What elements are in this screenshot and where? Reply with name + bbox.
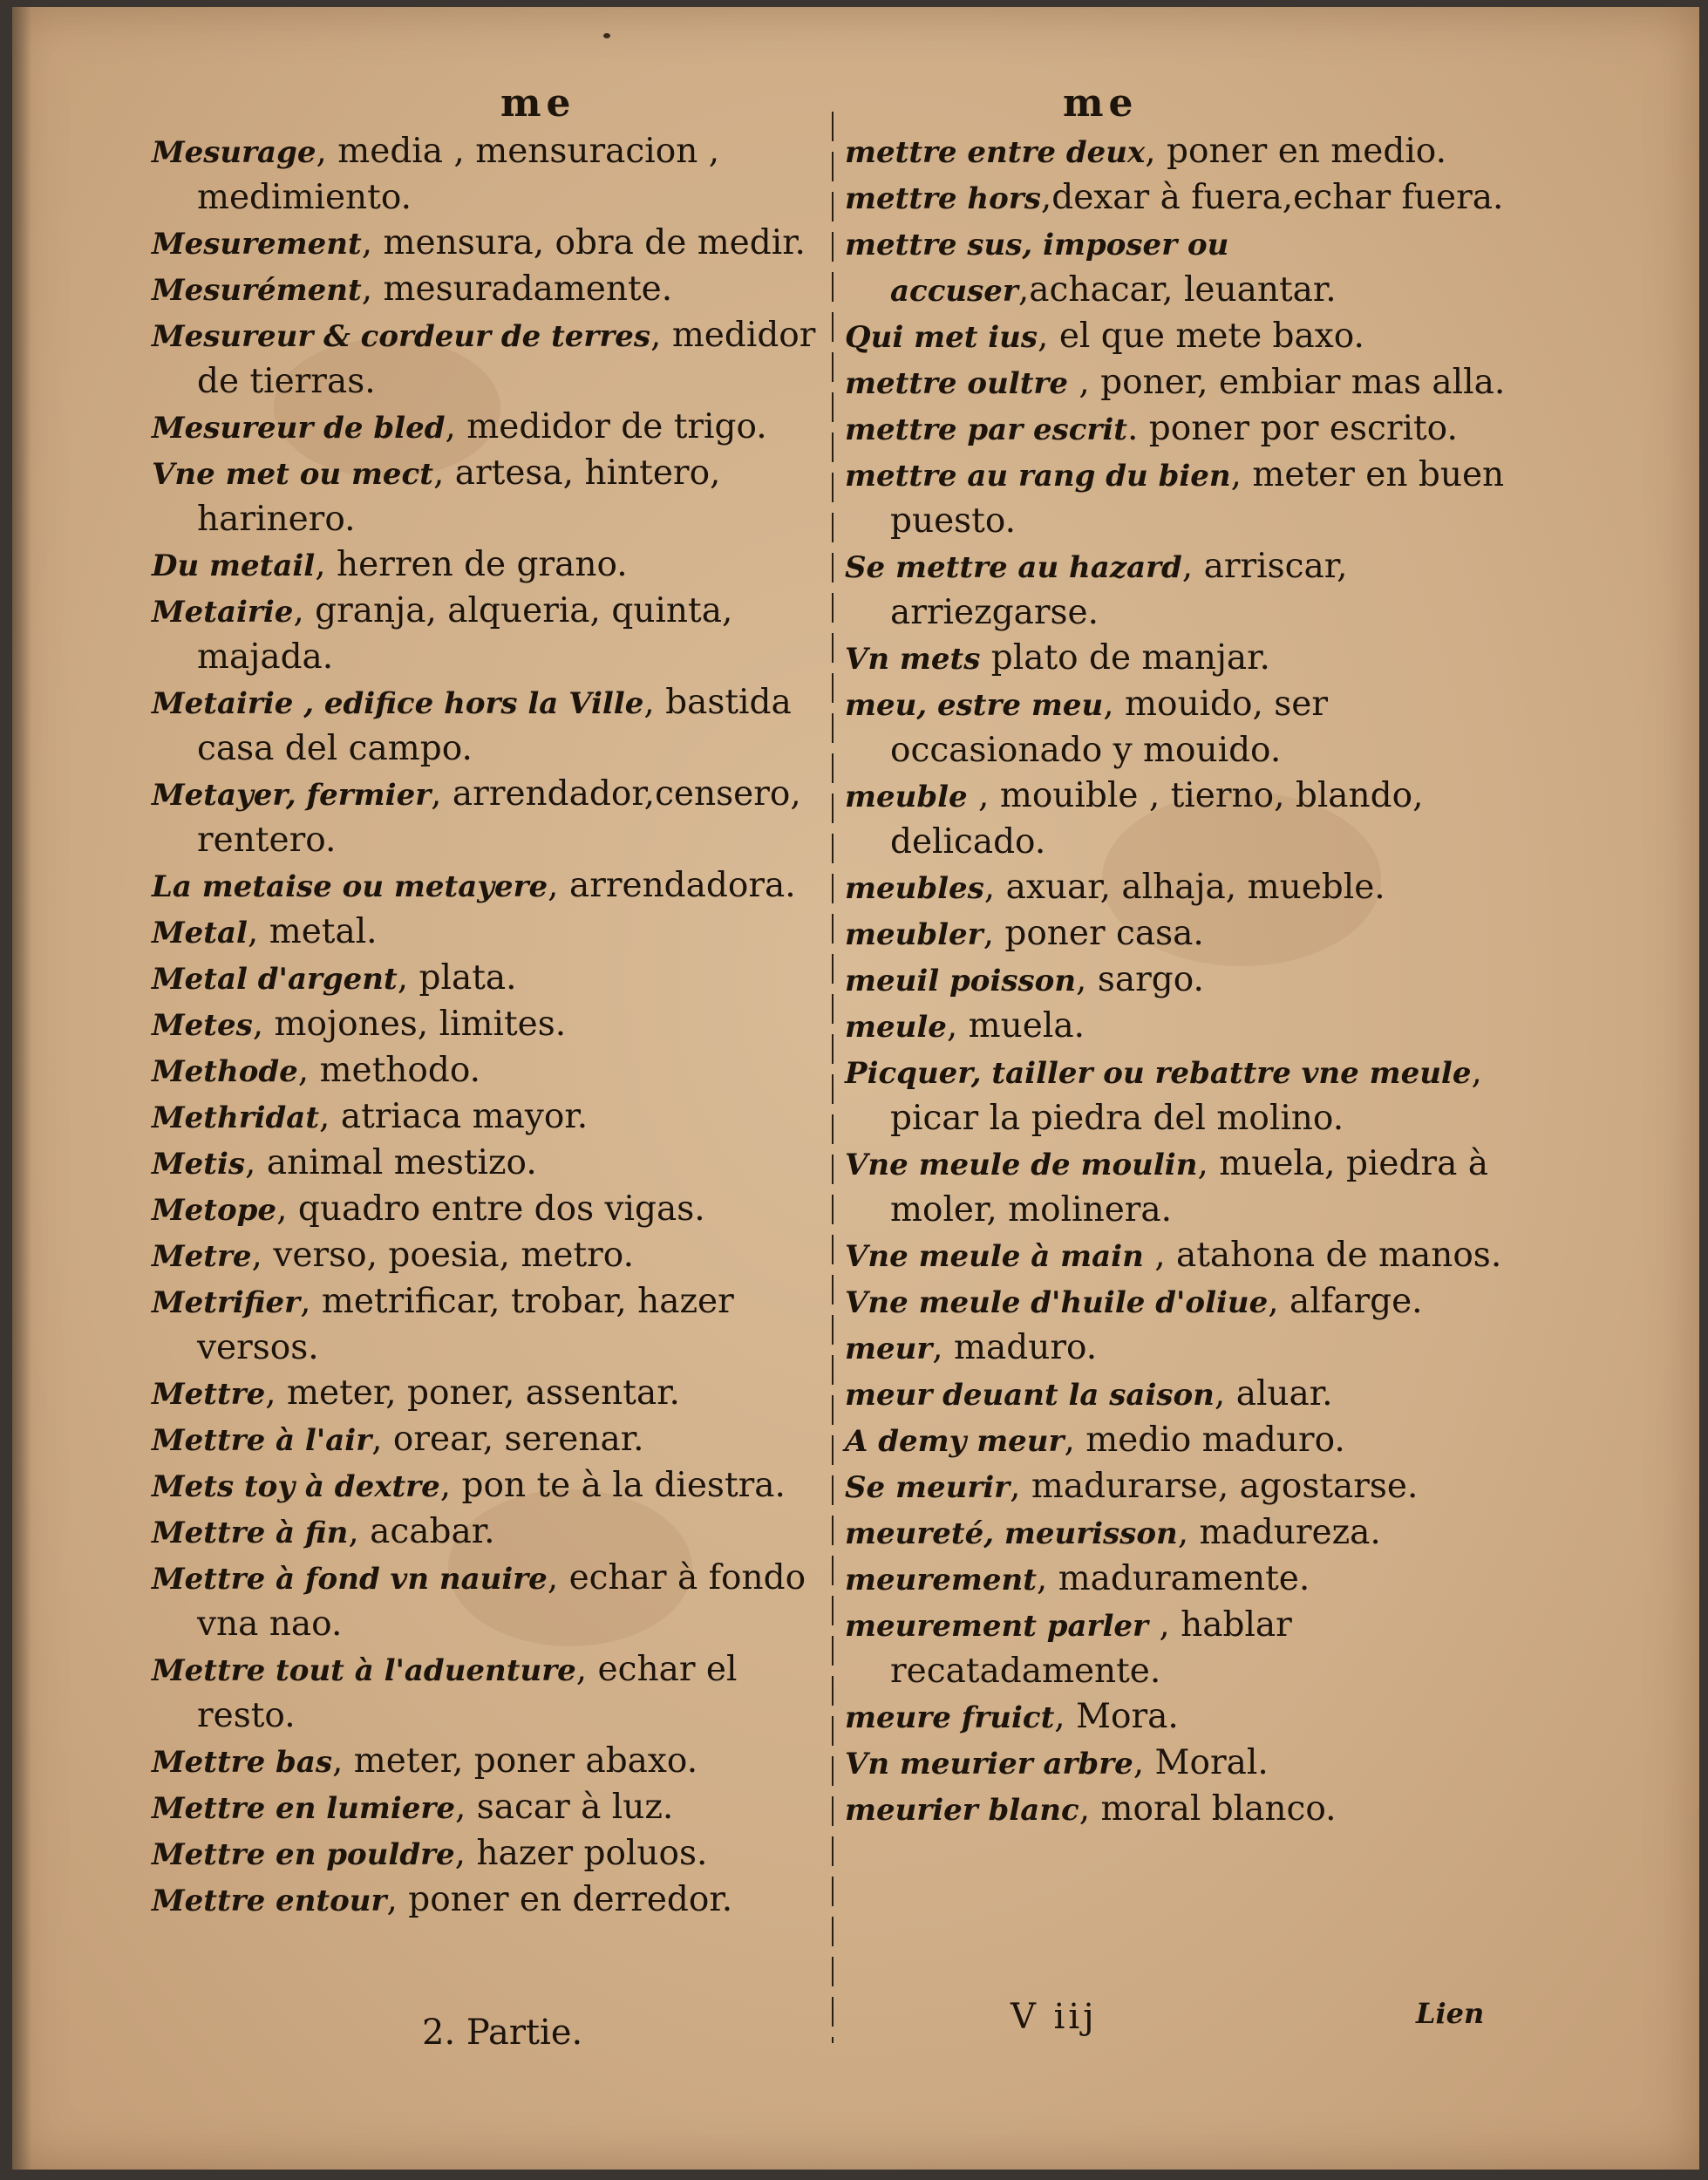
entry-headword: Metal d'argent xyxy=(152,962,398,997)
dictionary-entry xyxy=(152,1877,823,1924)
entry-translation: , animal mestizo. xyxy=(245,1143,537,1182)
entry-headword: mettre entre deux xyxy=(845,135,1146,170)
entry-headword: Picquer, tailler ou rebattre vne meule xyxy=(845,1056,1472,1091)
entry-translation: , sargo. xyxy=(1076,960,1204,999)
entry-translation: , arrendadora. xyxy=(548,866,796,905)
entry-translation: , sacar à luz. xyxy=(454,1788,674,1827)
entry-translation: . poner por escrito. xyxy=(1126,409,1458,448)
dictionary-entry xyxy=(845,682,1516,773)
dictionary-entry xyxy=(845,1510,1516,1557)
entry-headword: Mesurement xyxy=(152,227,362,262)
entry-headword: Mesurément xyxy=(152,273,362,308)
dictionary-entry xyxy=(152,1831,823,1877)
dictionary-entry xyxy=(845,773,1516,865)
entry-headword: meur xyxy=(845,1332,933,1366)
entry-translation: , medidor de tierras. xyxy=(197,316,816,401)
entry-translation: , medidor de trigo. xyxy=(445,407,767,446)
dictionary-entry xyxy=(152,956,823,1002)
entry-headword: Metis xyxy=(152,1147,246,1182)
right-entries-list xyxy=(845,129,1516,1833)
entry-headword: Metrifier xyxy=(152,1285,301,1320)
entry-translation: , mojones, limites. xyxy=(252,1005,567,1044)
entry-headword: Vne meule de moulin xyxy=(845,1148,1198,1182)
dictionary-entry xyxy=(845,1325,1516,1372)
entry-translation: , media , mensuracion , medimiento. xyxy=(197,132,720,217)
entry-translation: , maduro. xyxy=(932,1328,1098,1367)
entry-translation: , muela, piedra à moler, molinera. xyxy=(890,1144,1488,1230)
entry-headword: Metayer, fermier xyxy=(152,778,432,813)
entry-headword: meurement xyxy=(845,1563,1037,1598)
entry-headword: mettre par escrit xyxy=(845,412,1127,447)
entry-headword: mettre hors xyxy=(845,181,1041,216)
entry-translation: , arrendador,censero, rentero. xyxy=(197,774,801,860)
entry-translation: , artesa, hintero, harinero. xyxy=(197,453,721,539)
dictionary-entry xyxy=(152,1556,823,1647)
entry-translation: , medio maduro. xyxy=(1064,1420,1345,1460)
dictionary-entry xyxy=(845,175,1516,221)
entry-headword: Mettre en lumiere xyxy=(152,1791,455,1826)
part-footer: 2. Partie. xyxy=(422,2013,583,2053)
entry-headword: Vne meule à main xyxy=(845,1239,1144,1274)
dictionary-entry xyxy=(845,636,1516,682)
entry-headword: meu, estre meu xyxy=(845,688,1104,723)
dictionary-entry xyxy=(845,911,1516,957)
left-column-header: me xyxy=(500,81,576,126)
entry-translation: , metrificar, trobar, hazer versos. xyxy=(197,1282,734,1367)
entry-translation: , mouido, ser occasionado y mouido. xyxy=(890,685,1329,770)
entry-translation: , poner casa. xyxy=(983,914,1204,953)
dictionary-entry xyxy=(152,313,823,405)
entry-headword: Mesurage xyxy=(152,135,316,170)
entry-headword: Mettre xyxy=(152,1377,266,1412)
entry-translation: , madurarse, agostarse. xyxy=(1010,1467,1419,1506)
entry-headword: Vne meule d'huile d'oliue xyxy=(845,1285,1269,1320)
dictionary-entry xyxy=(152,1048,823,1094)
dictionary-entry xyxy=(845,360,1516,406)
dictionary-entry xyxy=(845,1418,1516,1464)
dictionary-entry xyxy=(845,1050,1516,1141)
entry-translation: , poner en medio. xyxy=(1145,132,1446,171)
entry-headword: Mettre bas xyxy=(152,1745,333,1780)
dictionary-entry xyxy=(152,1187,823,1233)
dictionary-entry xyxy=(845,453,1516,544)
entry-headword: Se meurir xyxy=(845,1470,1011,1505)
entry-translation: , maduramente. xyxy=(1036,1559,1310,1598)
entry-headword: Mesureur de bled xyxy=(152,411,446,446)
signature-mark: V iij xyxy=(1011,1997,1098,2037)
entry-translation: plato de manjar. xyxy=(980,638,1270,678)
dictionary-entry xyxy=(845,406,1516,453)
entry-translation: , plata. xyxy=(397,958,517,998)
dictionary-entry xyxy=(152,1233,823,1279)
entry-headword: Vn meurier arbre xyxy=(845,1747,1133,1781)
entry-headword: meur deuant la saison xyxy=(845,1378,1215,1413)
dictionary-entry xyxy=(152,1739,823,1785)
dictionary-entry xyxy=(845,1694,1516,1741)
entry-headword: Methridat xyxy=(152,1100,320,1135)
column-divider xyxy=(832,112,834,2043)
entry-headword: Vn mets xyxy=(845,642,981,677)
entry-headword: Vne met ou mect xyxy=(152,457,433,492)
entry-translation: ,dexar à fuera,echar fuera. xyxy=(1040,178,1504,217)
entry-translation: , methodo. xyxy=(297,1051,481,1090)
dictionary-entry xyxy=(152,405,823,451)
left-entries-list xyxy=(152,129,823,1924)
dictionary-entry xyxy=(152,542,823,589)
dictionary-entry xyxy=(152,680,823,772)
entry-translation: , echar à fondo vna nao. xyxy=(197,1558,806,1644)
entry-translation: , hazer poluos. xyxy=(454,1834,708,1873)
dictionary-entry xyxy=(152,1417,823,1463)
dictionary-entry xyxy=(845,1004,1516,1050)
entry-translation: , metal. xyxy=(247,912,378,951)
entry-translation: , poner en derredor. xyxy=(386,1880,733,1919)
entry-headword: Mettre en pouldre xyxy=(152,1837,455,1872)
entry-translation: , madureza. xyxy=(1177,1513,1381,1552)
entry-translation: ,achacar, leuantar. xyxy=(1017,270,1337,310)
entry-translation: , quadro entre dos vigas. xyxy=(276,1189,705,1229)
entry-translation: , muela. xyxy=(946,1006,1085,1046)
entry-headword: Mesureur & cordeur de terres xyxy=(152,319,651,354)
entry-headword: meule xyxy=(845,1010,947,1045)
entry-translation: , Mora. xyxy=(1054,1697,1179,1736)
dictionary-entry xyxy=(152,1002,823,1048)
entry-headword: meubles xyxy=(845,871,984,906)
entry-translation: , arriscar, arriezgarse. xyxy=(890,547,1348,632)
dictionary-entry xyxy=(845,957,1516,1004)
entry-translation: , meter, poner abaxo. xyxy=(332,1741,698,1781)
dictionary-entry xyxy=(152,1371,823,1417)
dictionary-entry xyxy=(845,1279,1516,1325)
dictionary-entry xyxy=(152,589,823,680)
dictionary-entry xyxy=(845,1787,1516,1833)
entry-translation: , aluar. xyxy=(1214,1374,1333,1414)
entry-headword: Du metail xyxy=(152,548,316,583)
entry-translation: , moral blanco. xyxy=(1079,1789,1337,1829)
entry-headword: mettre au rang du bien xyxy=(845,459,1231,494)
dictionary-entry xyxy=(152,1509,823,1556)
entry-headword: meurier blanc xyxy=(845,1793,1079,1828)
catchword: Lien xyxy=(1416,1997,1485,2030)
dictionary-entry xyxy=(152,1785,823,1831)
dictionary-entry xyxy=(845,221,1516,314)
dictionary-entry xyxy=(152,221,823,267)
entry-headword: Mettre tout à l'aduenture xyxy=(152,1653,576,1688)
entry-headword: meuil poisson xyxy=(845,964,1077,998)
entry-translation: , alfarge. xyxy=(1268,1282,1423,1321)
dictionary-entry xyxy=(845,1557,1516,1603)
entry-headword: mettre sus, imposer ou accuser xyxy=(845,228,1229,309)
entry-headword: Mettre à fond vn nauire xyxy=(152,1562,548,1597)
dictionary-entry xyxy=(152,267,823,313)
page-gutter-shadow xyxy=(12,7,31,2170)
entry-headword: meubler xyxy=(845,917,983,952)
entry-translation: , echar el resto. xyxy=(197,1650,738,1735)
entry-translation: , hablar recatadamente. xyxy=(890,1605,1292,1691)
dictionary-entry xyxy=(845,544,1516,636)
entry-headword: Metre xyxy=(152,1239,252,1274)
entry-headword: Qui met ius xyxy=(845,320,1038,355)
dictionary-entry xyxy=(152,1141,823,1187)
dictionary-entry xyxy=(845,1464,1516,1510)
entry-headword: meureté, meurisson xyxy=(845,1516,1178,1551)
dictionary-entry xyxy=(152,909,823,956)
entry-translation: , pon te à la diestra. xyxy=(439,1466,786,1505)
entry-translation: , atriaca mayor. xyxy=(319,1097,589,1136)
entry-headword: meure fruict xyxy=(845,1700,1055,1735)
entry-headword: Mettre entour xyxy=(152,1884,387,1918)
entry-headword: mettre oultre xyxy=(845,366,1068,401)
entry-headword: Metes xyxy=(152,1008,253,1043)
entry-translation: , Moral. xyxy=(1133,1743,1269,1782)
entry-headword: Se mettre au hazard xyxy=(845,550,1182,585)
dictionary-entry xyxy=(152,451,823,542)
entry-headword: Metope xyxy=(152,1193,277,1228)
entry-translation: , orear, serenar. xyxy=(371,1420,644,1459)
dictionary-entry xyxy=(845,1141,1516,1233)
entry-translation: , granja, alqueria, quinta, majada. xyxy=(197,591,733,677)
dictionary-entry xyxy=(845,314,1516,360)
entry-translation: , verso, poesia, metro. xyxy=(251,1236,634,1275)
dictionary-entry xyxy=(152,1279,823,1371)
entry-headword: Metairie , edifice hors la Ville xyxy=(152,686,644,721)
entry-translation: , el que mete baxo. xyxy=(1038,317,1364,356)
entry-translation: , herren de grano. xyxy=(315,545,628,584)
entry-headword: Mets toy à dextre xyxy=(152,1469,440,1504)
ink-speck xyxy=(603,33,610,38)
entry-translation: , mesuradamente. xyxy=(361,269,673,309)
dictionary-entry xyxy=(845,1741,1516,1787)
book-page xyxy=(12,7,1699,2170)
dictionary-entry xyxy=(845,129,1516,175)
entry-headword: Mettre à fin xyxy=(152,1516,349,1550)
entry-translation: , meter, poner, assentar. xyxy=(265,1373,680,1413)
entry-translation: , picar la piedra del molino. xyxy=(890,1053,1482,1138)
dictionary-entry xyxy=(845,1233,1516,1279)
entry-headword: Metairie xyxy=(152,595,294,630)
entry-headword: Mettre à l'air xyxy=(152,1423,372,1458)
entry-translation: , meter en buen puesto. xyxy=(890,455,1505,541)
entry-headword: meuble xyxy=(845,780,968,814)
entry-headword: A demy meur xyxy=(845,1424,1065,1459)
dictionary-entry xyxy=(152,1647,823,1739)
entry-translation: , mouible , tierno, blando, delicado. xyxy=(890,776,1424,862)
dictionary-entry xyxy=(845,865,1516,911)
entry-translation: , axuar, alhaja, mueble. xyxy=(983,868,1385,907)
entry-headword: Metal xyxy=(152,916,248,950)
entry-translation: , mensura, obra de medir. xyxy=(361,223,806,262)
entry-headword: meurement parler xyxy=(845,1609,1148,1644)
entry-translation: , bastida casa del campo. xyxy=(197,683,792,768)
entry-headword: La metaise ou metayere xyxy=(152,869,548,904)
entry-translation: , poner, embiar mas alla. xyxy=(1067,363,1506,402)
entry-translation: , atahona de manos. xyxy=(1143,1236,1502,1275)
entry-headword: Methode xyxy=(152,1054,298,1089)
dictionary-entry xyxy=(152,1463,823,1509)
dictionary-entry xyxy=(152,1094,823,1141)
dictionary-entry xyxy=(152,129,823,221)
dictionary-entry xyxy=(845,1372,1516,1418)
dictionary-entry xyxy=(845,1603,1516,1694)
entry-translation: , acabar. xyxy=(348,1512,495,1551)
dictionary-entry xyxy=(152,772,823,863)
right-column-header: me xyxy=(1063,81,1139,126)
dictionary-entry xyxy=(152,863,823,909)
